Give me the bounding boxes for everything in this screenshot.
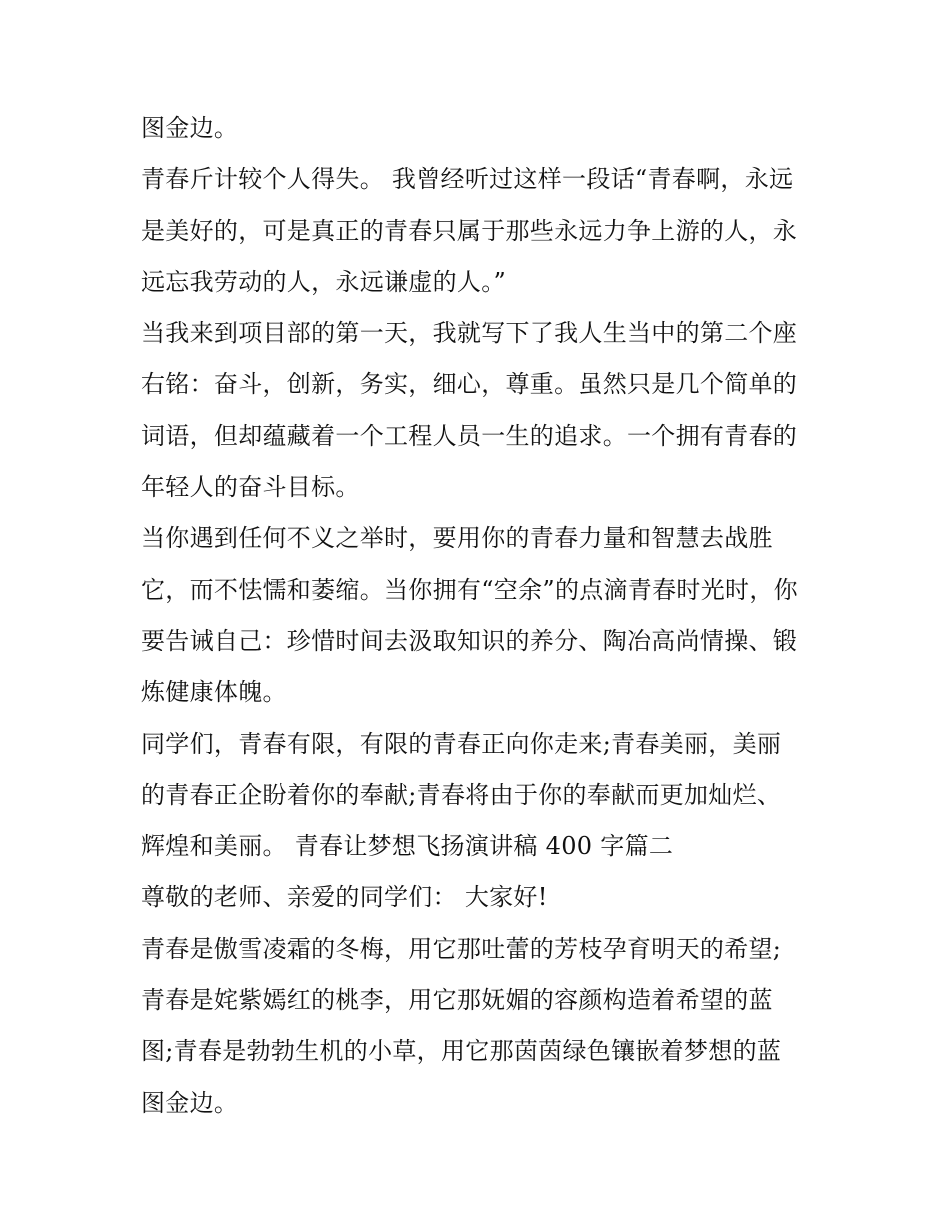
text-line: 要告诫自己：珍惜时间去汲取知识的养分、陶冶高尚情操、锻 [141,626,798,655]
text-line: 右铭：奋斗，创新，务实，细心，尊重。虽然只是几个简单的 [141,370,798,399]
text-line: 图金边。 [141,1088,239,1117]
text-line: 青春是姹紫嫣红的桃李，用它那妩媚的容颜构造着希望的蓝 [141,986,773,1015]
text-line: 青春斤计较个人得失。 我曾经听过这样一段话“青春啊，永远 [141,165,794,194]
text-line: 尊敬的老师、亲爱的同学们： 大家好! [141,883,548,912]
text-line: 炼健康体魄。 [141,678,287,707]
text-line: 图;青春是勃勃生机的小草，用它那茵茵绿色镶嵌着梦想的蓝 [141,1037,782,1066]
text-line: 当我来到项目部的第一天，我就写下了我人生当中的第二个座 [141,319,798,348]
text-line: 图金边。 [141,114,239,142]
text-line: 是美好的，可是真正的青春只属于那些永远力争上游的人，永 [141,216,798,245]
text-line: 辉煌和美丽。 青春让梦想飞扬演讲稿 400 字篇二 [141,832,674,861]
body-text [141,108,821,1134]
text-line: 同学们，青春有限，有限的青春正向你走来;青春美丽，美丽 [141,729,782,758]
text-line: 词语，但却蕴藏着一个工程人员一生的追求。一个拥有青春的 [141,421,798,450]
text-line: 当你遇到任何不义之举时，要用你的青春力量和智慧去战胜 [141,524,773,553]
text-line: 青春是傲雪凌霜的冬梅，用它那吐蕾的芳枝孕育明天的希望; [141,934,782,963]
text-line: 的青春正企盼着你的奉献;青春将由于你的奉献而更加灿烂、 [141,780,782,809]
text-line: 远忘我劳动的人，永远谦虚的人。” [141,267,507,296]
text-line: 年轻人的奋斗目标。 [141,473,360,502]
text-line: 它，而不怯懦和萎缩。当你拥有“空余”的点滴青春时光时，你 [141,575,798,604]
